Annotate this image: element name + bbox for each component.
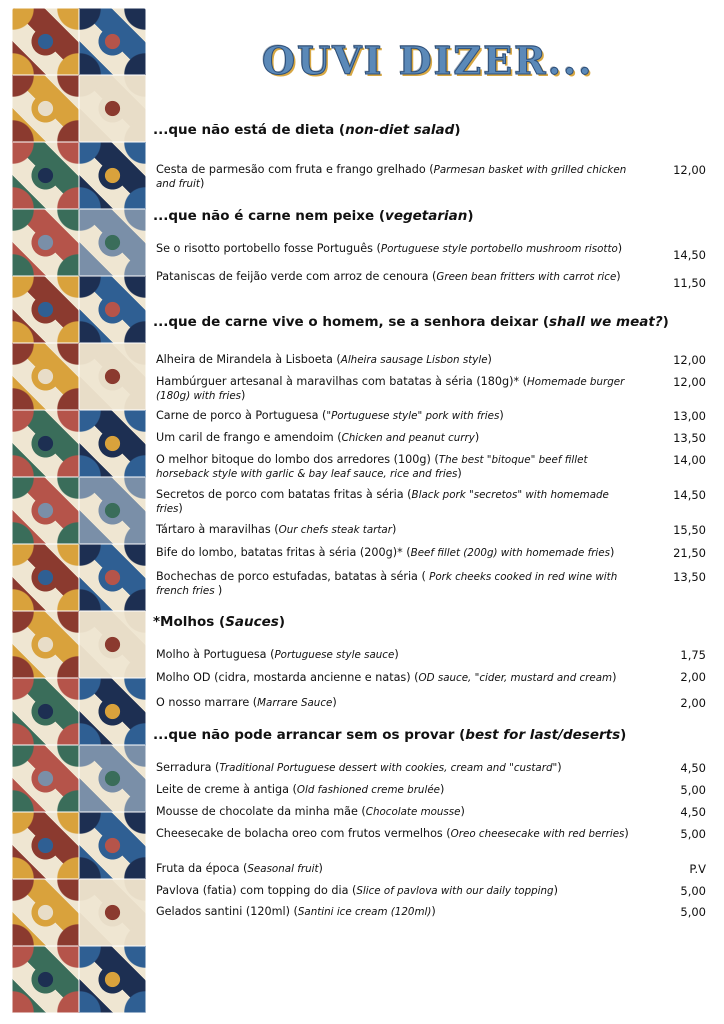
item-name: O nosso marrare	[156, 696, 250, 709]
section-english: vegetarian	[385, 208, 468, 224]
item-price: 5,00	[680, 827, 706, 841]
item-translation: Traditional Portuguese dessert with cookies, cream and "custard"	[219, 762, 558, 774]
item-price: 1,75	[680, 648, 706, 662]
azulejo-tile	[79, 812, 146, 879]
section-heading-meat: ...que de carne vive o homem, se a senhora deixar (shall we meat?)	[153, 314, 669, 330]
section-label: ...que não está de dieta	[153, 122, 335, 138]
item-translation: Green bean fritters with carrot rice	[436, 271, 617, 283]
item-translation: Santini ice cream (120ml)	[297, 906, 432, 918]
item-name: Secretos de porco com batatas fritas à séria	[156, 488, 404, 501]
item-translation: Parmesan basket with grilled chicken and fruit	[156, 164, 627, 190]
section-english: non-diet salad	[345, 122, 455, 138]
azulejo-tile	[79, 410, 146, 477]
item-translation: Old fashioned creme brulée	[296, 784, 440, 796]
section-english: shall we meat?	[549, 314, 663, 330]
item-price: 14,00	[673, 453, 706, 467]
azulejo-tile	[79, 678, 146, 745]
item-price: 5,00	[680, 905, 706, 919]
item-name: Fruta da época	[156, 862, 240, 875]
item-translation: Beef fillet (200g) with homemade fries	[410, 547, 610, 559]
item-name: Leite de creme à antiga	[156, 783, 289, 796]
item-translation: OD sauce, "cider, mustard and cream	[418, 672, 613, 684]
item-price: 13,50	[673, 570, 706, 584]
azulejo-tile	[79, 544, 146, 611]
section-english: best for last/deserts	[465, 727, 621, 743]
item-translation: Marrare Sauce	[257, 697, 333, 709]
item-price: 4,50	[680, 805, 706, 819]
item-name: Cesta de parmesão com fruta e frango grelhado	[156, 163, 426, 176]
section-label: *Molhos	[153, 614, 215, 630]
item-translation: Slice of pavlova with our daily topping	[356, 885, 554, 897]
item-name: Tártaro à maravilhas	[156, 523, 271, 536]
item-price: 2,00	[680, 696, 706, 710]
azulejo-tile	[12, 276, 79, 343]
azulejo-tile	[79, 745, 146, 812]
item-price: 14,50	[673, 248, 706, 262]
azulejo-tile	[79, 477, 146, 544]
azulejo-tile	[79, 142, 146, 209]
menu-item: Pavlova (fatia) com topping do dia (Slice of pavlova with our daily topping) 5,00	[156, 884, 706, 898]
item-name: Pataniscas de feijão verde com arroz de cenoura	[156, 270, 429, 283]
item-name: O melhor bitoque do lombo dos arredores (100g)	[156, 453, 431, 466]
item-translation: Portuguese style portobello mushroom risotto	[380, 243, 618, 255]
menu-item: Hambúrguer artesanal à maravilhas com batatas à séria (180g)* (Homemade burger (180g) with fries) 12,00	[156, 375, 706, 402]
item-name: Pavlova (fatia) com topping do dia	[156, 884, 349, 897]
azulejo-tile	[79, 611, 146, 678]
menu-item: Se o risotto portobello fosse Português (Portuguese style portobello mushroom risotto) 14,50	[156, 242, 706, 262]
item-translation: "Portuguese style" pork with fries	[326, 410, 500, 422]
azulejo-tile	[12, 812, 79, 879]
azulejo-tile	[79, 8, 146, 75]
azulejo-tile	[12, 477, 79, 544]
item-name: Hambúrguer artesanal à maravilhas com batatas à séria (180g)*	[156, 375, 520, 388]
item-name: Carne de porco à Portuguesa	[156, 409, 319, 422]
item-name: Molho à Portuguesa	[156, 648, 267, 661]
item-translation: Black pork "secretos" with homemade fries	[156, 489, 609, 515]
azulejo-tile	[12, 678, 79, 745]
item-price: 13,50	[673, 431, 706, 445]
item-price: 4,50	[680, 761, 706, 775]
item-translation: Homemade burger (180g) with fries	[156, 376, 625, 402]
item-name: Bochechas de porco estufadas, batatas à séria	[156, 570, 418, 583]
menu-title: OUVI DIZER...	[262, 38, 594, 83]
azulejo-tile	[12, 75, 79, 142]
item-name: Serradura	[156, 761, 212, 774]
azulejo-tile	[12, 946, 79, 1013]
item-price: 15,50	[673, 523, 706, 537]
item-price: 14,50	[673, 488, 706, 502]
item-translation: Oreo cheesecake with red berries	[450, 828, 625, 840]
azulejo-tile	[12, 745, 79, 812]
menu-item: Fruta da época (Seasonal fruit) P.V	[156, 862, 706, 876]
menu-item: Cheesecake de bolacha oreo com frutos vermelhos (Oreo cheesecake with red berries) 5,00	[156, 827, 706, 841]
azulejo-tile	[12, 343, 79, 410]
azulejo-tile	[79, 879, 146, 946]
item-name: Cheesecake de bolacha oreo com frutos vermelhos	[156, 827, 443, 840]
item-price: P.V	[689, 862, 706, 876]
item-name: Bife do lombo, batatas fritas à séria (200g)*	[156, 546, 403, 559]
azulejo-tile	[79, 343, 146, 410]
item-translation: Chocolate mousse	[365, 806, 461, 818]
item-translation: Seasonal fruit	[247, 863, 319, 875]
item-translation: The best "bitoque" beef fillet horseback style with garlic & bay leaf sauce, rice and fries	[156, 454, 588, 480]
item-translation: Portuguese style sauce	[274, 649, 395, 661]
section-heading-sauces: *Molhos (Sauces)	[153, 614, 286, 630]
section-label: ...que não pode arrancar sem os provar	[153, 727, 455, 743]
azulejo-tile	[12, 410, 79, 477]
azulejo-tile-border	[12, 8, 146, 1014]
menu-item: Cesta de parmesão com fruta e frango grelhado (Parmesan basket with grilled chicken and fruit) 12,00	[156, 163, 706, 190]
menu-item: Bife do lombo, batatas fritas à séria (200g)* (Beef fillet (200g) with homemade fries) 21,50	[156, 546, 706, 560]
item-name: Molho OD (cidra, mostarda ancienne e natas)	[156, 671, 411, 684]
azulejo-tile	[12, 142, 79, 209]
section-heading-non-diet: ...que não está de dieta (non-diet salad)	[153, 122, 461, 138]
azulejo-tile	[79, 75, 146, 142]
menu-item: Mousse de chocolate da minha mãe (Chocolate mousse) 4,50	[156, 805, 706, 819]
azulejo-tile	[79, 946, 146, 1013]
azulejo-tile	[12, 611, 79, 678]
item-price: 13,00	[673, 409, 706, 423]
menu-item: Carne de porco à Portuguesa ("Portuguese style" pork with fries) 13,00	[156, 409, 706, 423]
menu-item: Secretos de porco com batatas fritas à séria (Black pork "secretos" with homemade fries) 14,50	[156, 488, 706, 515]
item-translation: Pork cheeks cooked in red wine with french fries	[156, 571, 618, 597]
item-price: 12,00	[673, 375, 706, 389]
section-label: ...que de carne vive o homem, se a senhora deixar	[153, 314, 539, 330]
item-price: 12,00	[673, 163, 706, 177]
menu-item: Pataniscas de feijão verde com arroz de cenoura (Green bean fritters with carrot rice) 11,50	[156, 270, 706, 290]
azulejo-tile	[12, 544, 79, 611]
item-name: Um caril de frango e amendoim	[156, 431, 334, 444]
item-name: Alheira de Mirandela à Lisboeta	[156, 353, 333, 366]
menu-item: Molho à Portuguesa (Portuguese style sauce) 1,75	[156, 648, 706, 662]
section-heading-vegetarian: ...que não é carne nem peixe (vegetarian)	[153, 208, 474, 224]
item-name: Se o risotto portobello fosse Português	[156, 242, 373, 255]
menu-item: Leite de creme à antiga (Old fashioned creme brulée) 5,00	[156, 783, 706, 797]
menu-item: Tártaro à maravilhas (Our chefs steak tartar) 15,50	[156, 523, 706, 537]
item-price: 11,50	[673, 276, 706, 290]
azulejo-tile	[12, 879, 79, 946]
item-translation: Chicken and peanut curry	[341, 432, 475, 444]
menu-item: O nosso marrare (Marrare Sauce) 2,00	[156, 696, 706, 710]
menu-item: O melhor bitoque do lombo dos arredores (100g) (The best "bitoque" beef fillet horseback style with garlic & bay leaf sauce, rice and fries) 14,00	[156, 453, 706, 480]
item-price: 5,00	[680, 783, 706, 797]
azulejo-tile	[79, 209, 146, 276]
item-translation: Our chefs steak tartar	[278, 524, 392, 536]
item-price: 12,00	[673, 353, 706, 367]
section-english: Sauces	[225, 614, 279, 630]
azulejo-tile	[79, 276, 146, 343]
section-label: ...que não é carne nem peixe	[153, 208, 375, 224]
item-name: Mousse de chocolate da minha mãe	[156, 805, 358, 818]
menu-item: Gelados santini (120ml) (Santini ice cream (120ml)) 5,00	[156, 905, 706, 919]
section-heading-desserts: ...que não pode arrancar sem os provar (best for last/deserts)	[153, 727, 627, 743]
item-name: Gelados santini (120ml)	[156, 905, 290, 918]
menu-item: Um caril de frango e amendoim (Chicken and peanut curry) 13,50	[156, 431, 706, 445]
item-price: 21,50	[673, 546, 706, 560]
item-price: 2,00	[680, 670, 706, 684]
item-translation: Alheira sausage Lisbon style	[340, 354, 488, 366]
menu-item: Serradura (Traditional Portuguese dessert with cookies, cream and "custard") 4,50	[156, 761, 706, 775]
azulejo-tile	[12, 209, 79, 276]
menu-item: Alheira de Mirandela à Lisboeta (Alheira sausage Lisbon style) 12,00	[156, 353, 706, 367]
item-price: 5,00	[680, 884, 706, 898]
azulejo-tile	[12, 8, 79, 75]
menu-item: Bochechas de porco estufadas, batatas à séria ( Pork cheeks cooked in red wine with french fries ) 13,50	[156, 570, 706, 597]
menu-item: Molho OD (cidra, mostarda ancienne e natas) (OD sauce, "cider, mustard and cream) 2,00	[156, 670, 706, 684]
